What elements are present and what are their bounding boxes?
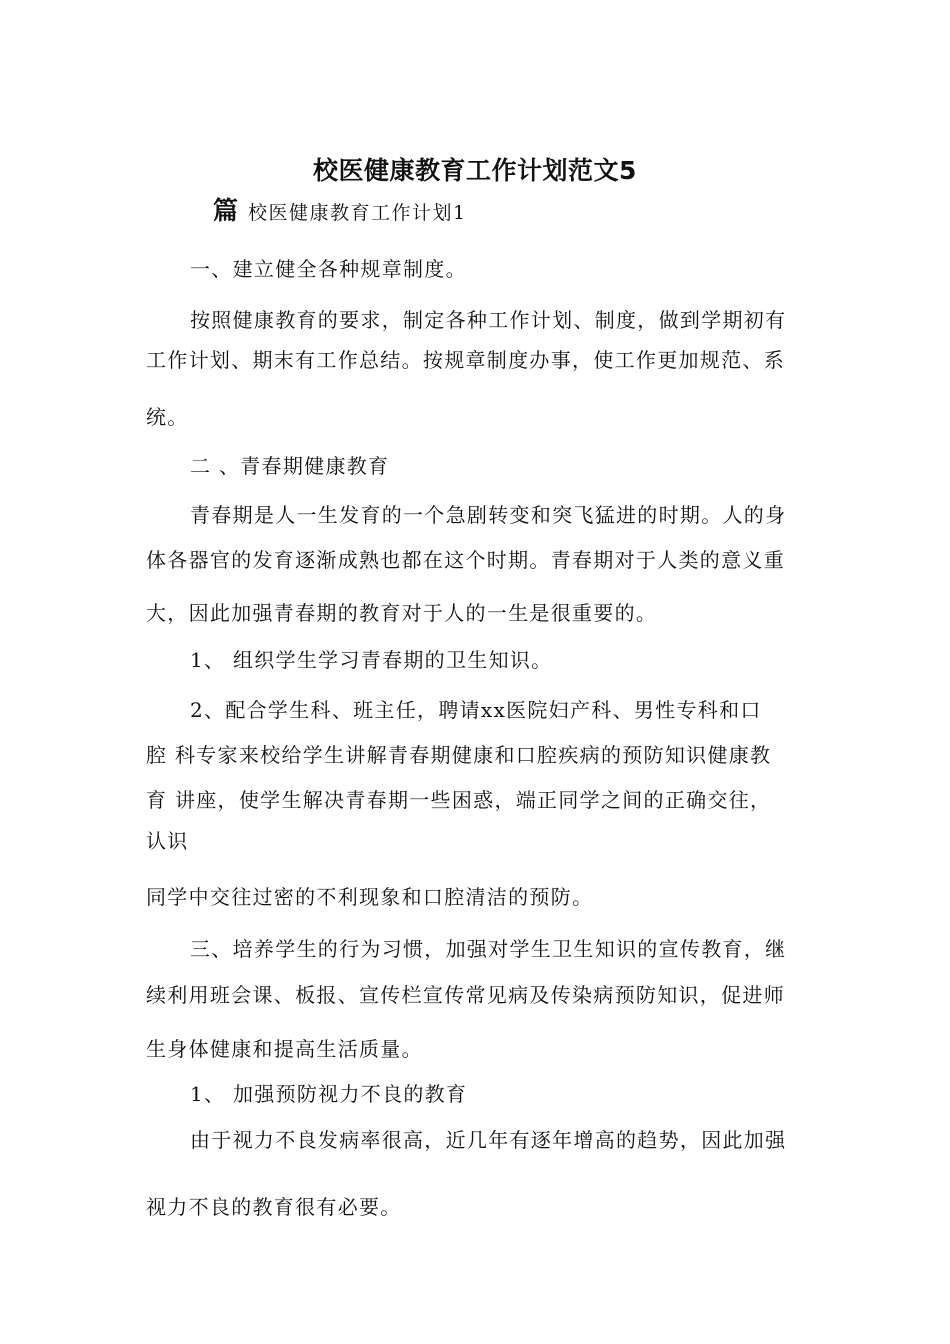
section-heading: 二 、青春期健康教育 bbox=[190, 454, 390, 478]
list-item: 1、 加强预防视力不良的教育 bbox=[190, 1082, 468, 1106]
subtitle-prefix: 篇 bbox=[213, 196, 239, 225]
paragraph-line: 由于视力不良发病率很高，近几年有逐年增高的趋势，因此加强 bbox=[190, 1128, 787, 1152]
section-heading: 一、建立健全各种规章制度。 bbox=[190, 257, 467, 281]
paragraph-line: 腔 科专家来校给学生讲解青春期健康和口腔疾病的预防知识健康教 bbox=[146, 743, 772, 767]
paragraph-line: 工作计划、期末有工作总结。按规章制度办事，使工作更加规范、系 bbox=[146, 348, 785, 372]
paragraph-line: 按照健康教育的要求，制定各种工作计划、制度，做到学期初有 bbox=[190, 308, 787, 332]
subtitle-text: 校医健康教育工作计划1 bbox=[248, 202, 467, 224]
paragraph-line: 生身体健康和提高生活质量。 bbox=[146, 1037, 423, 1061]
paragraph-line: 视力不良的教育很有必要。 bbox=[146, 1195, 402, 1219]
paragraph-line: 同学中交往过密的不利现象和口腔清洁的预防。 bbox=[146, 885, 594, 909]
paragraph-line: 青春期是人一生发育的一个急剧转变和突飞猛进的时期。人的身 bbox=[190, 503, 787, 527]
list-item: 2、配合学生科、班主任，聘请xx医院妇产科、男性专科和口 bbox=[190, 698, 762, 722]
paragraph-line: 认识 bbox=[146, 829, 189, 853]
paragraph-line: 续利用班会课、板报、宣传栏宣传常见病及传染病预防知识，促进师 bbox=[146, 983, 785, 1007]
document-subtitle bbox=[213, 196, 467, 228]
paragraph-line: 体各器官的发育逐渐成熟也都在这个时期。青春期对于人类的意义重 bbox=[146, 548, 785, 572]
paragraph-line: 大，因此加强青春期的教育对于人的一生是很重要的。 bbox=[146, 601, 658, 625]
paragraph-line: 统。 bbox=[146, 405, 189, 429]
paragraph-line: 育 讲座，使学生解决青春期一些困惑，端正同学之间的正确交往， bbox=[146, 788, 772, 812]
document-title: 校医健康教育工作计划范文5 bbox=[313, 156, 637, 185]
section-heading: 三、培养学生的行为习惯，加强对学生卫生知识的宣传教育，继 bbox=[190, 937, 787, 961]
list-item: 1、 组织学生学习青春期的卫生知识。 bbox=[190, 648, 553, 672]
